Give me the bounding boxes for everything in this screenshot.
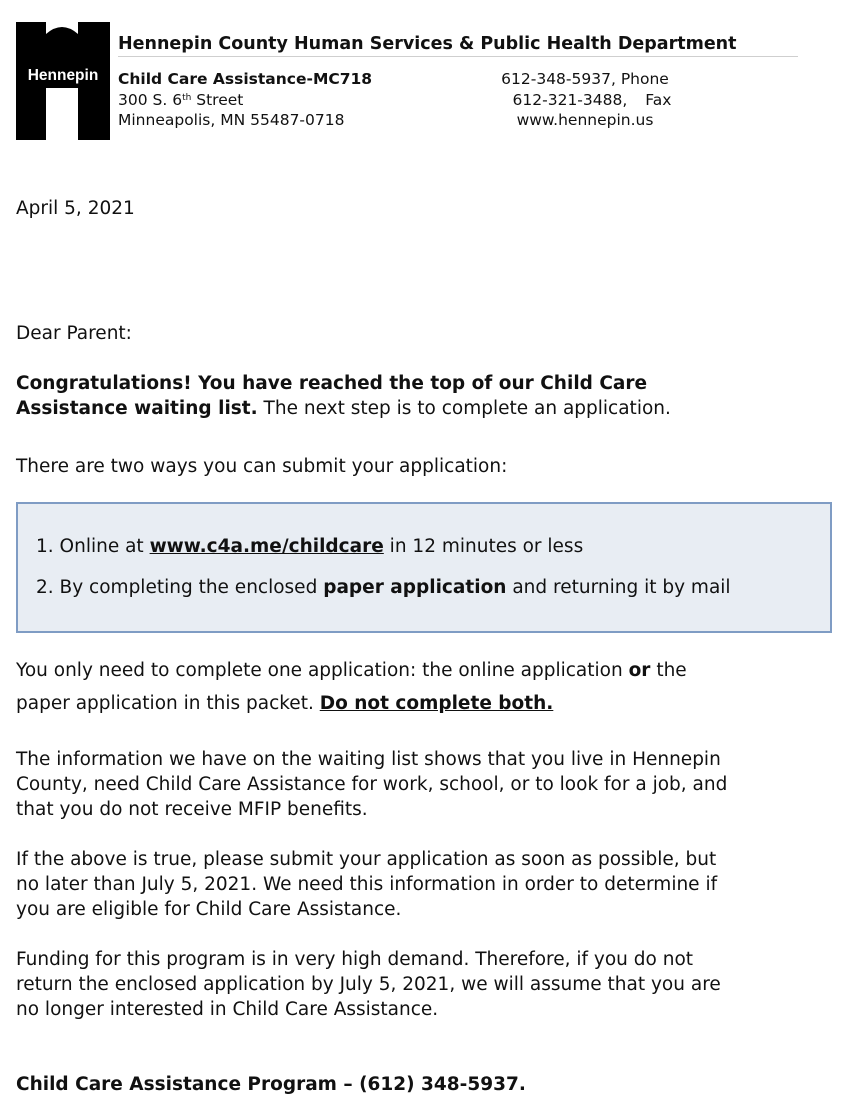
- congratulations-paragraph: Congratulations! You have reached the top of our Child Care Assistance waiting list. The next step is to complete an application.: [16, 373, 671, 419]
- greeting: Dear Parent:: [16, 323, 132, 344]
- option-online: 1. Online at www.c4a.me/childcare in 12 minutes or less: [36, 536, 584, 557]
- office-address: [118, 69, 372, 131]
- hennepin-logo: [16, 22, 110, 140]
- city-state-zip: Minneapolis, MN 55487-0718: [118, 111, 345, 129]
- office-name: Child Care Assistance-MC718: [118, 70, 373, 88]
- website-link[interactable]: www.hennepin.us: [516, 111, 654, 129]
- funding-paragraph: Funding for this program is in very high demand. Therefore, if you do not return the enclosed application by July 5, 2021, we will assume that you are no longer interested in Child Care Assistance.: [16, 949, 721, 1020]
- department-name: Hennepin County Human Services & Public Health Department: [118, 34, 737, 54]
- childcare-link[interactable]: www.c4a.me/childcare: [149, 536, 384, 557]
- contact-info: [480, 69, 690, 131]
- fax-line: 612-321-3488, Fax: [512, 90, 672, 109]
- street-address: 300 S. 6th Street: [118, 90, 244, 109]
- program-contact-line: Child Care Assistance Program – (612) 348-5937.: [16, 1074, 526, 1095]
- phone-line: 612-348-5937, Phone: [501, 70, 669, 88]
- letter-date: April 5, 2021: [16, 198, 135, 219]
- options-box: [16, 502, 832, 633]
- one-application-paragraph: You only need to complete one application: the online application or the paper application in this packet. Do not complete both.: [16, 660, 687, 714]
- waiting-list-info-paragraph: The information we have on the waiting list shows that you live in Hennepin County, need Child Care Assistance for work, school, or to look for a job, and that you do not receive MFIP benefits.: [16, 749, 728, 820]
- header-divider: [118, 56, 798, 57]
- option-paper: 2. By completing the enclosed paper application and returning it by mail: [36, 577, 731, 598]
- logo-text: Hennepin: [27, 67, 99, 84]
- hennepin-logo-graphic: [16, 22, 110, 140]
- deadline-paragraph: If the above is true, please submit your application as soon as possible, but no later than July 5, 2021. We need this information in order to determine if you are eligible for Child Care Assistance.: [16, 849, 718, 920]
- do-not-complete-both-warning: Do not complete both.: [319, 693, 554, 714]
- ways-intro: There are two ways you can submit your application:: [16, 456, 508, 477]
